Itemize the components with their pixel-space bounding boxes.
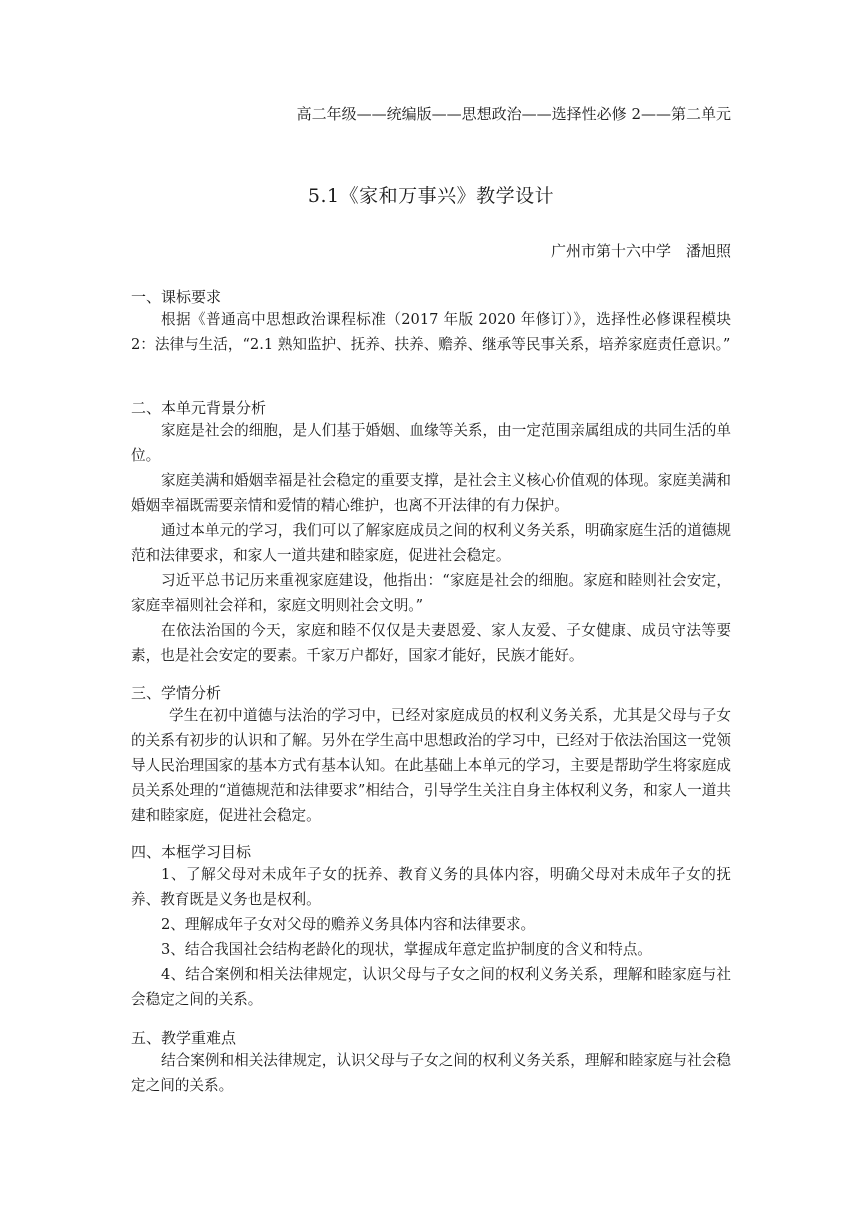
section-heading: 三、学情分析	[131, 684, 222, 702]
paragraph: 根据《普通高中思想政治课程标准（2017 年版 2020 年修订）》，选择性必修课程模块 2：法律与生活，“2.1 熟知监护、抚养、扶养、赡养、继承等民事关系，培养家庭责任意识。”	[131, 311, 731, 353]
paragraph: 通过本单元的学习，我们可以了解家庭成员之间的权利义务关系，明确家庭生活的道德规范和法律要求，和家人一道共建和睦家庭，促进社会稳定。	[131, 522, 731, 564]
section-heading: 五、教学重难点	[131, 1029, 237, 1047]
paragraph: 在依法治国的今天，家庭和睦不仅仅是夫妻恩爱、家人友爱、子女健康、成员守法等要素，也是社会安定的要素。千家万户都好，国家才能好，民族才能好。	[131, 622, 731, 664]
objective-item: 4、结合案例和相关法律规定，认识父母与子女之间的权利义务关系，理解和睦家庭与社会稳定之间的关系。	[131, 966, 731, 1008]
document-title: 5.1《家和万事兴》教学设计	[307, 185, 555, 207]
paragraph: 结合案例和相关法律规定，认识父母与子女之间的权利义务关系，理解和睦家庭与社会稳定之间的关系。	[131, 1052, 731, 1094]
series-line: 高二年级——统编版——思想政治——选择性必修 2——第二单元	[296, 105, 731, 123]
section-heading: 一、课标要求	[131, 288, 222, 306]
objective-item: 2、理解成年子女对父母的赡养义务具体内容和法律要求。	[161, 916, 536, 933]
section-heading: 二、本单元背景分析	[131, 399, 267, 417]
section-heading: 四、本框学习目标	[131, 843, 252, 861]
paragraph: 家庭是社会的细胞，是人们基于婚姻、血缘等关系，由一定范围亲属组成的共同生活的单位。	[131, 422, 731, 464]
section-curriculum-standard	[131, 287, 731, 357]
paragraph: 家庭美满和婚姻幸福是社会稳定的重要支撑，是社会主义核心价值观的体现。家庭美满和婚姻幸福既需要亲情和爱情的精心维护，也离不开法律的有力保护。	[131, 472, 731, 514]
author-line: 广州市第十六中学 潘旭照	[550, 242, 731, 260]
objective-item: 1、了解父母对未成年子女的抚养、教育义务的具体内容，明确父母对未成年子女的抚养、教育既是义务也是权利。	[131, 866, 731, 908]
section-student-analysis	[131, 683, 731, 828]
section-key-difficulties	[131, 1028, 731, 1098]
section-unit-background	[131, 398, 731, 668]
paragraph: 学生在初中道德与法治的学习中，已经对家庭成员的权利义务关系，尤其是父母与子女的关系有初步的认识和了解。另外在学生高中思想政治的学习中，已经对于依法治国这一党领导人民治理国家的基本方式有基本认知。在此基础上本单元的学习，主要是帮助学生将家庭成员关系处理的“道德规范和法律要求”相结合，引导学生关注自身主体权利义务，和家人一道共建和睦家庭，促进社会稳定。	[131, 707, 731, 824]
objective-item: 3、结合我国社会结构老龄化的现状，掌握成年意定监护制度的含义和特点。	[161, 941, 652, 958]
paragraph: 习近平总书记历来重视家庭建设，他指出：“家庭是社会的细胞。家庭和睦则社会安定，家庭幸福则社会祥和，家庭文明则社会文明。”	[131, 572, 731, 614]
section-learning-objectives	[131, 842, 731, 1012]
